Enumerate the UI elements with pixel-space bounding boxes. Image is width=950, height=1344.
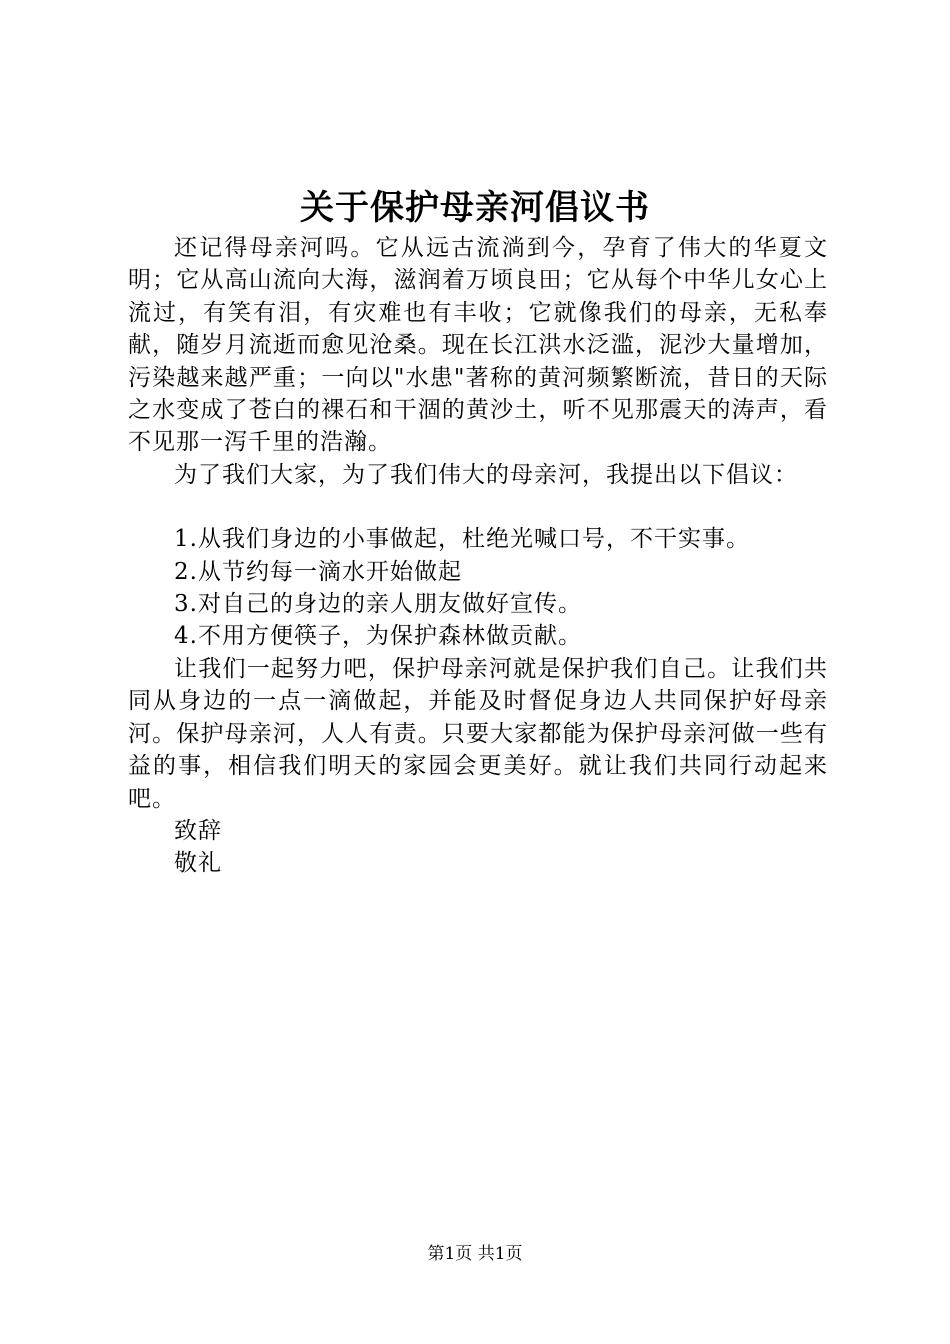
paragraph-proposal-lead: 为了我们大家，为了我们伟大的母亲河，我提出以下倡议： bbox=[174, 461, 798, 488]
paragraph-intro: 还记得母亲河吗。它从远古流淌到今，孕育了伟大的华夏文明；它从高山流向大海，滋润着万顷良田；它从每个中华儿女心上流过，有笑有泪，有灾难也有丰收；它就像我们的母亲，无私奉献，随岁月流逝而愈见沧桑。现在长江洪水泛滥，泥沙大量增加，污染越来越严重；一向以"水患"著称的黄河频繁断流，昔日的天际之水变成了苍白的裸石和干涸的黄沙土，听不见那震天的涛声，看不见那一泻千里的浩瀚。 bbox=[128, 235, 828, 456]
proposal-item: 4.不用方便筷子，为保护森林做贡献。 bbox=[174, 623, 582, 650]
paragraph-conclusion: 让我们一起努力吧，保护母亲河就是保护我们自己。让我们共同从身边的一点一滴做起，并能及时督促身边人共同保护好母亲河。保护母亲河，人人有责。只要大家都能为保护母亲河做一些有益的事，相信我们明天的家园会更美好。就让我们共同行动起来吧。 bbox=[128, 655, 828, 812]
page-number-footer: 第1页 共1页 bbox=[427, 1244, 523, 1264]
closing-salute: 敬礼 bbox=[174, 850, 222, 877]
document-body bbox=[128, 232, 828, 880]
proposal-item: 2.从节约每一滴水开始做起 bbox=[174, 558, 462, 585]
document-title: 关于保护母亲河倡议书 bbox=[300, 188, 650, 228]
proposal-item: 3.对自己的身边的亲人朋友做好宣传。 bbox=[174, 591, 582, 618]
paragraph-gap bbox=[128, 491, 828, 523]
proposal-item: 1.从我们身边的小事做起，杜绝光喊口号，不干实事。 bbox=[174, 526, 750, 553]
closing-remarks: 致辞 bbox=[174, 817, 222, 844]
